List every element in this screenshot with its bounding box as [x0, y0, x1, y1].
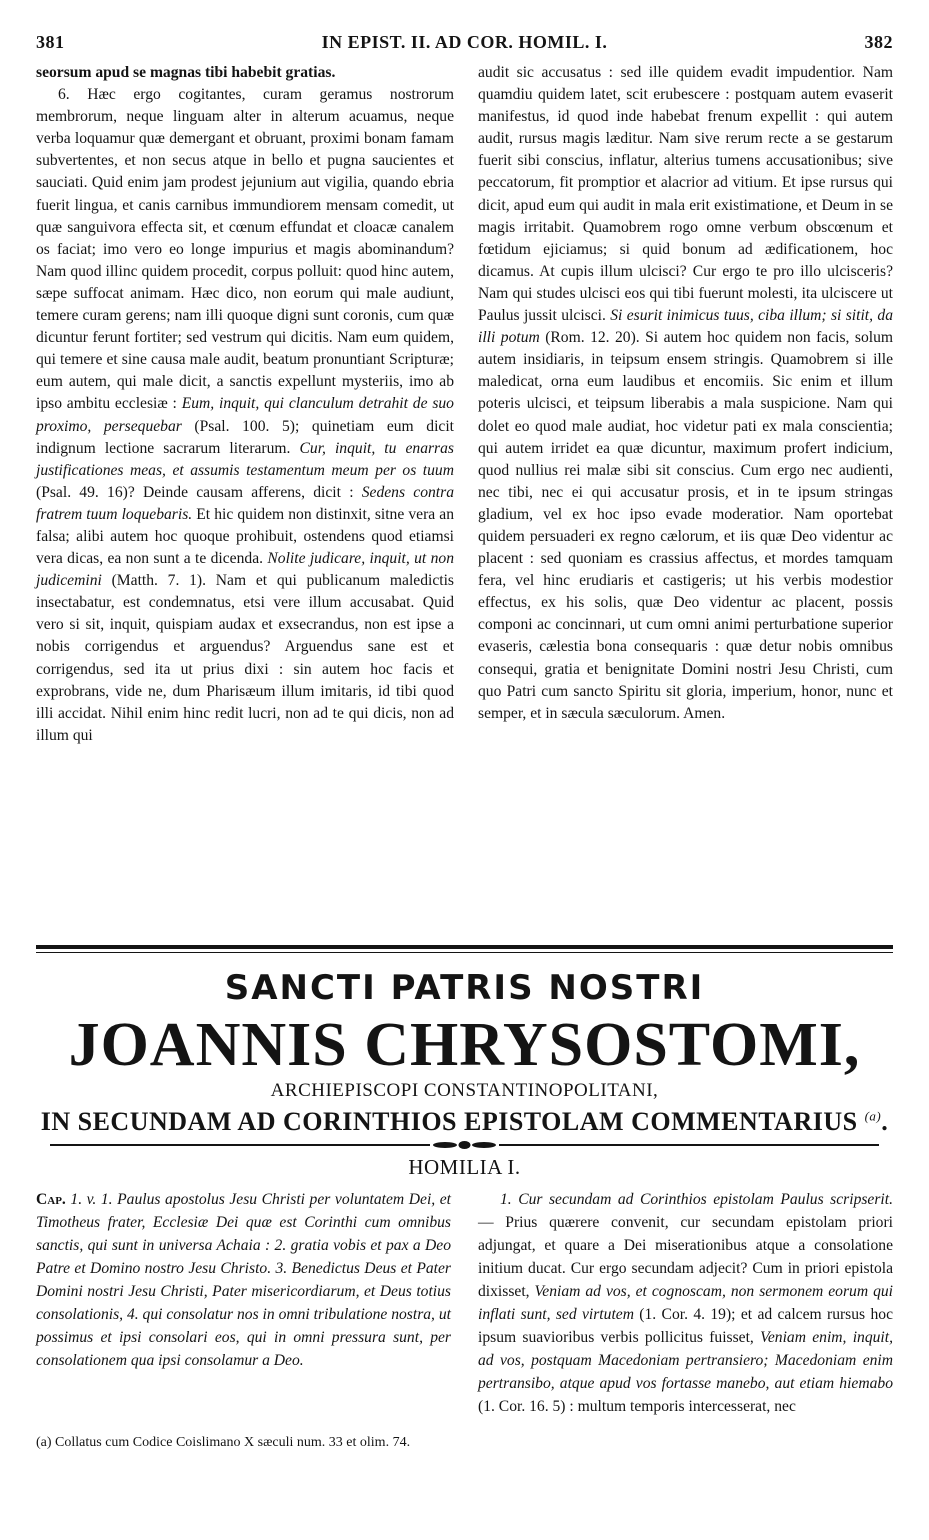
ornamental-rule — [50, 1140, 879, 1150]
bottom-right-column — [478, 1188, 893, 1418]
footnote-marker: (a) — [864, 1108, 882, 1124]
scripture-quote: Nolite judicare, inquit, ut non judicemini — [36, 550, 454, 590]
text-run: — Prius quærere convenit, cur secundam epistolam priori adjungat, et quare a Dei miserationibus atque a consolatione initium ducat. Cur ergo secundam adjecit? Cum in priori epistola dixisset, — [478, 1214, 893, 1300]
text-run: (Psal. 100. 5); quinetiam eum dicit indignum lectione sacrarum literarum. — [36, 417, 454, 457]
bottom-left-column — [36, 1188, 451, 1372]
scripture-quote: Cur, inquit, tu enarras justificationes meas, et assumis testamentum meum per os tuum — [36, 439, 454, 479]
section-divider-thick — [36, 945, 893, 949]
commentary-paragraph-1 — [478, 1188, 893, 1418]
title-subtitle: ARCHIEPISCOPI CONSTANTINOPOLITANI, — [270, 1080, 659, 1101]
scripture-quote: Si esurit inimicus tuus, ciba illum; si sitit, da illi potum — [478, 307, 893, 347]
section-divider-thin — [36, 952, 893, 953]
title-work-text: IN SECUNDAM AD CORINTHIOS EPISTOLAM COMMENTARIUS — [40, 1107, 858, 1136]
text-run: (Psal. 49. 16)? Deinde causam afferens, dicit : — [36, 483, 362, 501]
scripture-quote: Sedens contra fratrem tuum loquebaris. — [36, 483, 454, 523]
title-author: JOANNIS CHRYSOSTOMI, — [68, 1011, 861, 1079]
title-period: . — [881, 1107, 889, 1136]
text-run: Et hic quidem non distinxit, sitne vera an falsa; alibi autem hoc quoque prohibuit, ostendens quod etiamsi vera dicas, ea non sunt a te dicenda. — [36, 505, 454, 568]
title-work — [0, 1107, 929, 1137]
text-run: audit sic accusatus : sed ille quidem evadit impudentior. Nam quamdiu quidem latet, scit erubescere : postquam autem evaserit manifestus, id quod inde habebat frenum expellit : qui autem audit, rursus magis læditur. Nam sive rerum recte a se gestarum fuerit sibi conscius, inflatur, alterius tumens accusationibus; sive peccatorum, fit promptior et alacrior ad vitium. Et ipse rursus qui dicit, apud eum qui audit in mala erit existimatione, et Deum in se magis irritabit. Quamobrem rogo omne verbum obscœnum et fœtidum ejiciamus; si quid bonum ad ædificationem, hoc dicamus. At cupis illum ulcisci? Cur ergo te pro illo ulcisceris? Nam qui studes ulcisci eos qui tibi fuerunt molesti, ita ulciscere ut Paulus jussit ulcisci. — [478, 64, 893, 325]
page-number-left: 381 — [36, 32, 65, 52]
left-column — [36, 62, 454, 747]
left-paragraph-6 — [36, 84, 454, 747]
text-run: 1. v. 1. Paulus apostolus Jesu Christi per voluntatem Dei, et Timotheus frater, Ecclesiæ Dei quæ est Corinthi cum omnibus sanctis, qui sunt in universa Achaia : 2. gratia vobis et pax a Deo Patre et Domino nostro Jesu Christo. 3. Benedictus Deus et Pater Domini nostri Jesu Christi, Pater misericordiarum, et Deus totius consolationis, 4. qui consolatur nos in omni tribulatione nostra, ut possimus et ipsi consolari eos, qui in omni pressura sunt, per consolationem qua ipsi consolamur a Deo. — [36, 1191, 451, 1369]
scripture-quote: Veniam enim, inquit, ad vos, postquam Macedoniam pertransiero; Macedoniam enim pertransibo, atque apud vos fortasse manebo, aut etiam hiemabo — [478, 1329, 893, 1392]
right-column — [478, 62, 893, 725]
text-run: (1. Cor. 4. 19); et ad calcem rursus hoc ipsum suavioribus verbis pollicitus fuisset, — [478, 1306, 893, 1346]
chapter-label: Cap. — [36, 1191, 66, 1208]
scripture-quote: Eum, inquit, qui clanculum detrahit de suo proximo, persequebar — [36, 395, 454, 435]
title-line-1: SANCTI PATRIS NOSTRI — [224, 968, 705, 1008]
text-run: (Matth. 7. 1). Nam et qui publicanum maledictis insectabatur, est condemnatus, etsi vere illum accusabat. Quid vero si sit, inquit, quispiam audax et exsecrandus, non est ipse a nobis corrigendus et arguendus? Arguendus sane est et corrigendus, sed ita ut prius dixi : sin autem hoc facis et exprobrans, vide ne, dum Pharisæum illum imitaris, id tibi quod illi accidat. Nihil enim hinc redit lucri, non ad te qui dicis, non ad illum qui — [36, 572, 454, 744]
page-number-right: 382 — [864, 32, 893, 52]
left-first-line: seorsum apud se magnas tibi habebit gratias. — [36, 64, 336, 81]
text-run: 6. Hæc ergo cogitantes, curam geramus nostrorum membrorum, neque linguam alter in alterum acuamus, neque verba loquamur quæ demergant et obruant, proximi bonam famam subvertentes, et non secus atque in bello et pugna saucientes et sauciati. Quid enim jam prodest jejunium aut vigilia, quando ebria fuerit lingua, et canis carnibus immundiorem mensam comedit, ut quæ sanguivora effecta sit, et cœnum effundat et cloacæ canalem os faciat; imo vero eo longe impurius et magis abominandum? Nam quod illinc quidem procedit, corpus polluit: quod hinc autem, sæpe suffocat animam. Hæc dico, non eorum qui male audiunt, temere curam gerens; nam illi quoque digni sunt coronis, cum quæ dicuntur ferunt fortiter; sed vestrum qui dicitis. Nam eum quidem, qui temere et sine causa male audit, beatum pronuntiant Scripturæ; eum autem, qui male dicit, a sanctis expellunt mysteriis, imo ab ipso ambitu ecclesiæ : — [36, 86, 454, 413]
running-header — [36, 32, 893, 56]
running-title: IN EPIST. II. AD COR. HOMIL. I. — [321, 32, 608, 52]
scripture-quote: Veniam ad vos, et cognoscam, non sermonem eorum qui inflati sunt, sed virtutem — [478, 1283, 893, 1323]
section-heading: 1. Cur secundam ad Corinthios epistolam Paulus scripserit. — [500, 1191, 893, 1208]
text-run: (1. Cor. 16. 5) : multum temporis intercesserat, nec — [478, 1398, 796, 1415]
right-paragraph — [478, 62, 893, 725]
homily-heading: HOMILIA I. — [408, 1155, 521, 1179]
text-run: (Rom. 12. 20). Si autem hoc quidem non facis, solum autem insidiaris, in teipsum ensem stringis. Quamobrem si ille maledicat, orna eum laudibus et encomiis. Sic enim et illum poteris ulcisci, et teipsum liberabis a mala suspicione. Nam qui dolet eo quod male audiat, hoc videtur pati ex mala conscientia; qui autem irridet ea quæ dicuntur, maximum profert indicium, quod nullius rei malæ sibi sit conscius. Cum ergo nec audienti, nec tibi, nec ei qui accusatur prosis, et in te ipsum stringas gladium, vel ex hoc ipso evade moderatior. Nam oportebat quidem persuaderi ex regno cælorum, et iis quæ Deo videntur ac placent : sed quoniam es crassius affectus, et mordes tamquam fera, vel hinc erudiaris et castigeris; ut his verbis modestior effectus, ex his solis, quæ Deo videntur ac placent, possis componi ac concinnari, ut cum omni animi perturbatione superior evaseris, cælestia bona consequaris : quæ detur nobis omnibus consequi, gratia et benignitate Domini nostri Jesu Christi, cum quo Patri cum sancto Spiritu sit gloria, imperium, honor, nunc et semper, et in sæcula sæculorum. Amen. — [478, 329, 894, 722]
footnote: (a) Collatus cum Codice Coislimano X sæculi num. 33 et olim. 74. — [36, 1435, 411, 1450]
scripture-text — [36, 1188, 451, 1372]
